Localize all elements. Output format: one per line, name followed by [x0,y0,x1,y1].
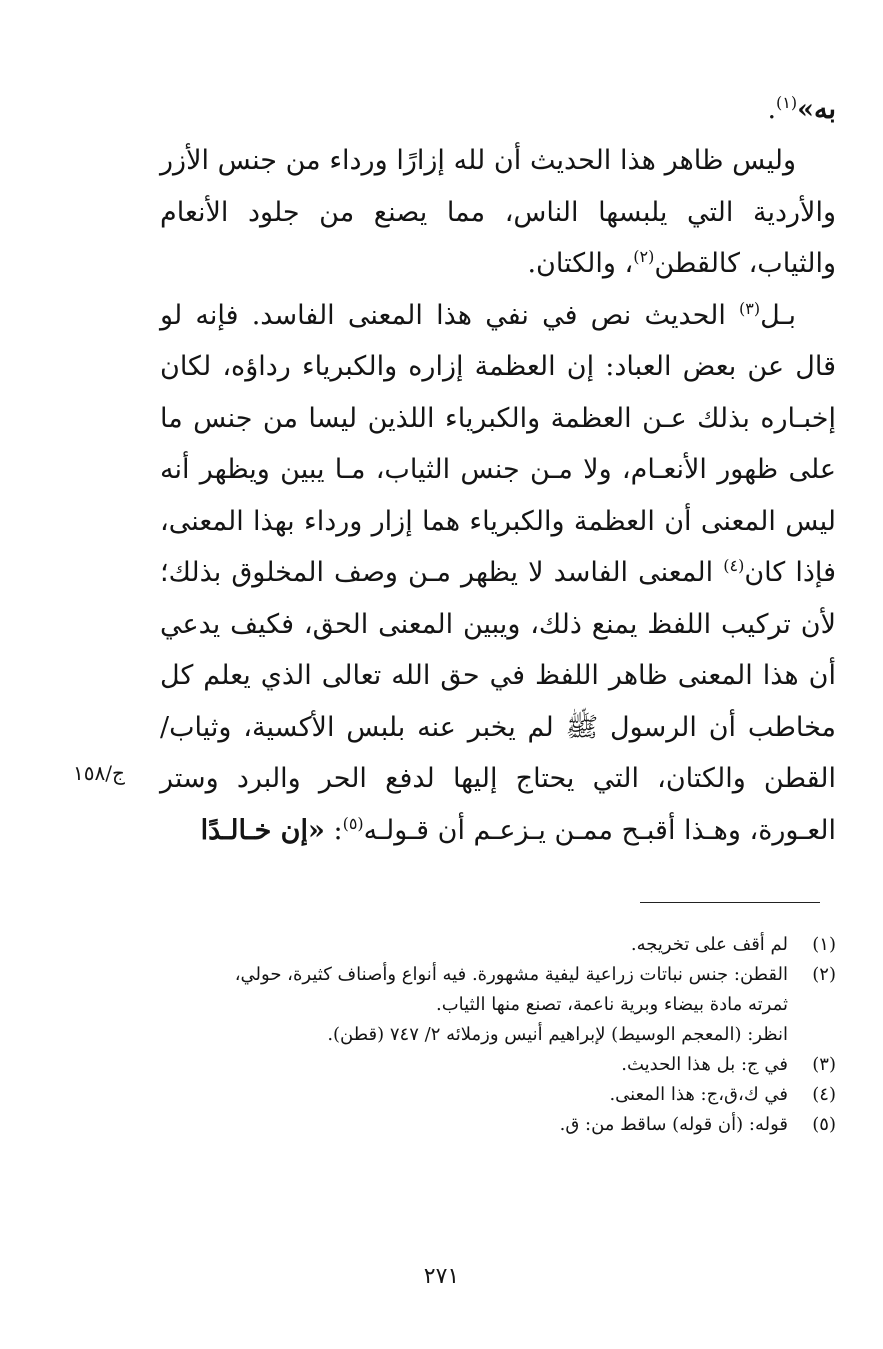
manuscript-page-marker: ج/١٥٨ [73,761,125,785]
footnote-line: ثمرته مادة بيضاء وبرية ناعمة، تصنع منها الثياب. [435,994,788,1015]
footnote-4 [160,1080,836,1110]
footnotes [160,930,836,1140]
footnote-line: انظر: (المعجم الوسيط) لإبراهيم أنيس وزملائه ٢/ ٧٤٧ (قطن). [327,1024,788,1045]
footnote-ref-4[interactable]: (٤) [723,556,745,575]
quote-end: به» [797,94,836,125]
footnote-ref-3[interactable]: (٣) [739,298,761,318]
paragraph-2-start: بـل [760,299,796,331]
period: . [767,94,777,125]
footnote-ref-5[interactable]: (٥) [342,813,364,833]
footnote-2 [160,960,836,1050]
footnote-3 [160,1050,836,1080]
footnote-line: قوله: (أن قوله) ساقط من: ق. [559,1114,788,1135]
paragraph-1-text: وليس ظاهر هذا الحديث أن لله إزارًا ورداء من جنس الأزر والأردية التي يلبسها الناس، مما يصنع من جلود الأنعام والثياب، كالقطن [160,145,836,279]
footnote-line: لم أقف على تخريجه. [630,934,788,955]
footnote-line: في ج: بل هذا الحديث. [621,1054,788,1075]
paragraph-1 [160,135,836,290]
footnote-line: القطن: جنس نباتات زراعية ليفية مشهورة. فيه أنواع وأصناف كثيرة، حولي، [234,964,788,985]
paragraph-2-text-a: الحديث نص في نفي هذا المعنى الفاسد. فإنه لو قال عن بعض العباد: إن العظمة إزاره والكبرياء رداؤه، لكان إخبـاره بذلك عـن العظمة والكبرياء اللذين ليسا من جنس ما على ظهور الأنعـام، ولا مـن جنس الثياب، مـا يبين ويظهر أنه ليس المعنى أن العظمة والكبرياء هما إزار ورداء بهذا المعنى، فإذا كان [160,299,837,588]
continuation-line [160,85,836,135]
footnote-number: (٢) [812,964,836,985]
footnote-ref-1[interactable]: (١) [776,93,798,112]
footnote-number: (٥) [812,1114,836,1135]
footnote-number: (١) [812,934,836,955]
footnote-5 [160,1110,836,1140]
main-text [160,85,836,856]
quote-start: «إن خـالـدًا [200,814,325,846]
paragraph-1-end: ، والكتان. [527,248,634,279]
footnote-1 [160,930,836,960]
footnote-number: (٣) [812,1054,836,1075]
footnote-number: (٤) [812,1084,836,1105]
paragraph-2 [160,290,836,857]
footnote-line: في ك،ق،ج: هذا المعنى. [609,1084,788,1105]
page-number: ٢٧١ [423,1264,460,1289]
paragraph-2-text-b: المعنى الفاسد لا يظهر مـن وصف المخلوق بذلك؛ لأن تركيب اللفظ يمنع ذلك، ويبين المعنى الحق، فكيف يدعي أن هذا المعنى ظاهر اللفظ في حق الله تعالى الذي يعلم كل مخاطب أن الرسول ﷺ لم يخبر عنه بلبس الأكسية، وثياب/ القطن والكتان، التي يحتاج إليها لدفع الحر والبرد وستر العـورة، وهـذا أقبـح ممـن يـزعـم أن قـولـه [160,557,836,846]
colon: : [324,814,343,846]
footnote-separator [640,902,820,903]
footnote-ref-2[interactable]: (٢) [633,247,655,266]
